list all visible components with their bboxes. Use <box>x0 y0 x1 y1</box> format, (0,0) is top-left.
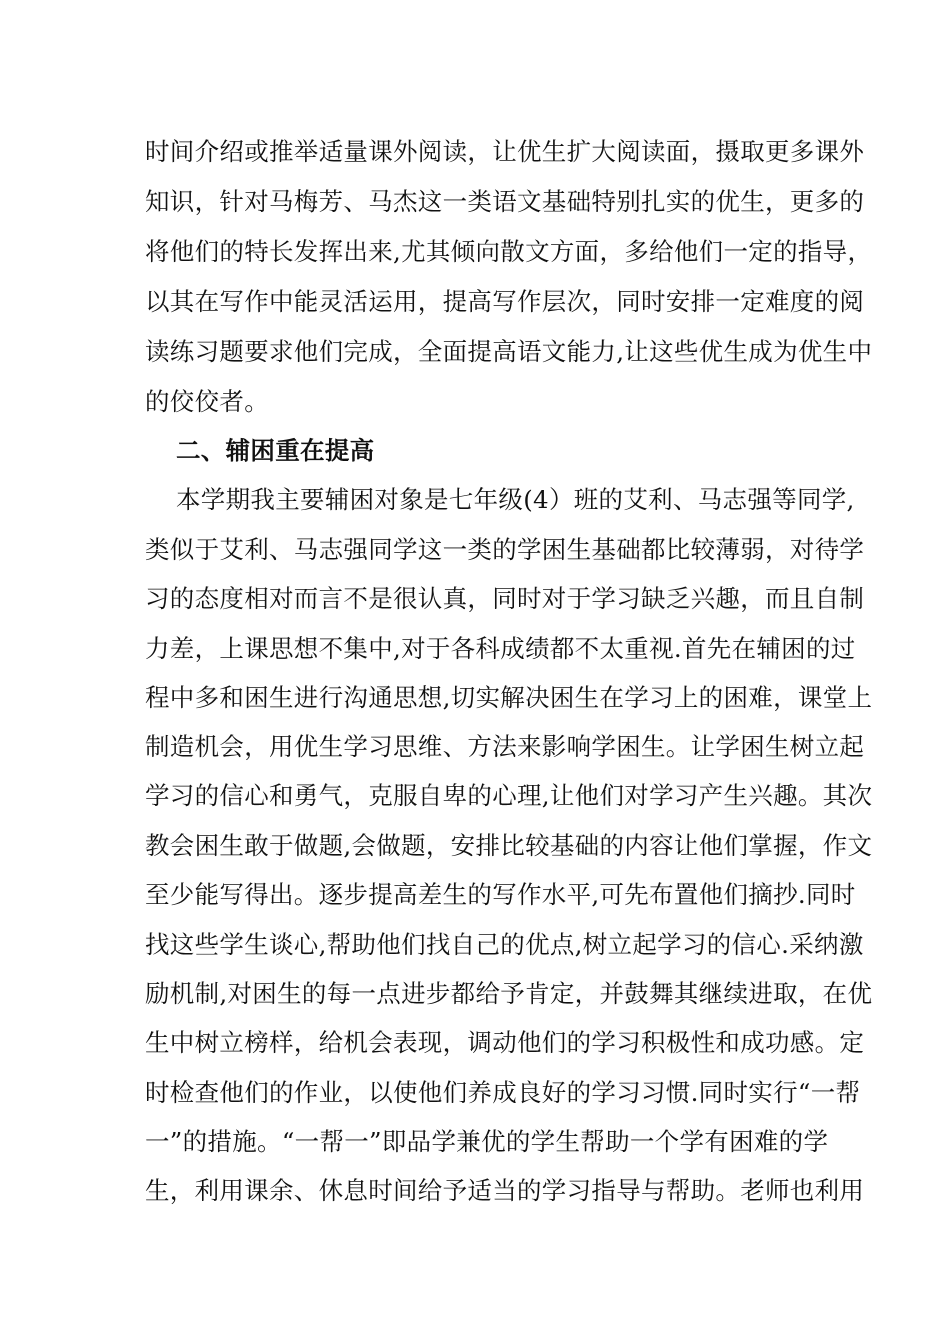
paragraph-line: 类似于艾利、马志强同学这一类的学困生基础都比较薄弱，对待学 <box>145 535 865 564</box>
paragraph-line: 制造机会，用优生学习思维、方法来影响学困生。让学困生树立起 <box>145 732 865 761</box>
paragraph-line: 程中多和困生进行沟通思想,切实解决困生在学习上的困难，课堂上 <box>145 683 873 712</box>
paragraph-line: 生，利用课余、休息时间给予适当的学习指导与帮助。老师也利用 <box>145 1176 865 1205</box>
paragraph-line: 知识，针对马梅芳、马杰这一类语文基础特别扎实的优生，更多的 <box>145 187 865 216</box>
paragraph-line: 的佼佼者。 <box>145 387 269 416</box>
paragraph-line: 时间介绍或推举适量课外阅读，让优生扩大阅读面，摄取更多课外 <box>145 137 865 166</box>
paragraph-line: 本学期我主要辅困对象是七年级(4）班的艾利、马志强等同学, <box>176 485 855 514</box>
paragraph-line: 以其在写作中能灵活运用，提高写作层次，同时安排一定难度的阅 <box>145 287 865 316</box>
paragraph-line: 至少能写得出。逐步提高差生的写作水平,可先布置他们摘抄.同时 <box>145 880 856 909</box>
section-heading: 二、辅困重在提高 <box>176 436 375 465</box>
paragraph-line: 找这些学生谈心,帮助他们找自己的优点,树立起学习的信心.采纳激 <box>145 930 864 959</box>
paragraph-line: 生中树立榜样，给机会表现，调动他们的学习积极性和成功感。定 <box>145 1028 865 1057</box>
paragraph-line: 习的态度相对而言不是很认真，同时对于学习缺乏兴趣，而且自制 <box>145 584 865 613</box>
paragraph-line: 将他们的特长发挥出来,尤其倾向散文方面，多给他们一定的指导， <box>145 237 873 266</box>
paragraph-line: 学习的信心和勇气，克服自卑的心理,让他们对学习产生兴趣。其次 <box>145 781 873 810</box>
paragraph-line: 时检查他们的作业，以使他们养成良好的学习习惯.同时实行“一帮 <box>145 1078 861 1107</box>
paragraph-line: 读练习题要求他们完成，全面提高语文能力,让这些优生成为优生中 <box>145 337 873 366</box>
paragraph-line: 一”的措施。“一帮一”即品学兼优的学生帮助一个学有困难的学 <box>145 1127 829 1156</box>
paragraph-line: 励机制,对困生的每一点进步都给予肯定，并鼓舞其继续进取，在优 <box>145 979 873 1008</box>
paragraph-line: 教会困生敢于做题,会做题，安排比较基础的内容让他们掌握，作文 <box>145 831 873 860</box>
paragraph-line: 力差，上课思想不集中,对于各科成绩都不太重视.首先在辅困的过 <box>145 634 856 663</box>
